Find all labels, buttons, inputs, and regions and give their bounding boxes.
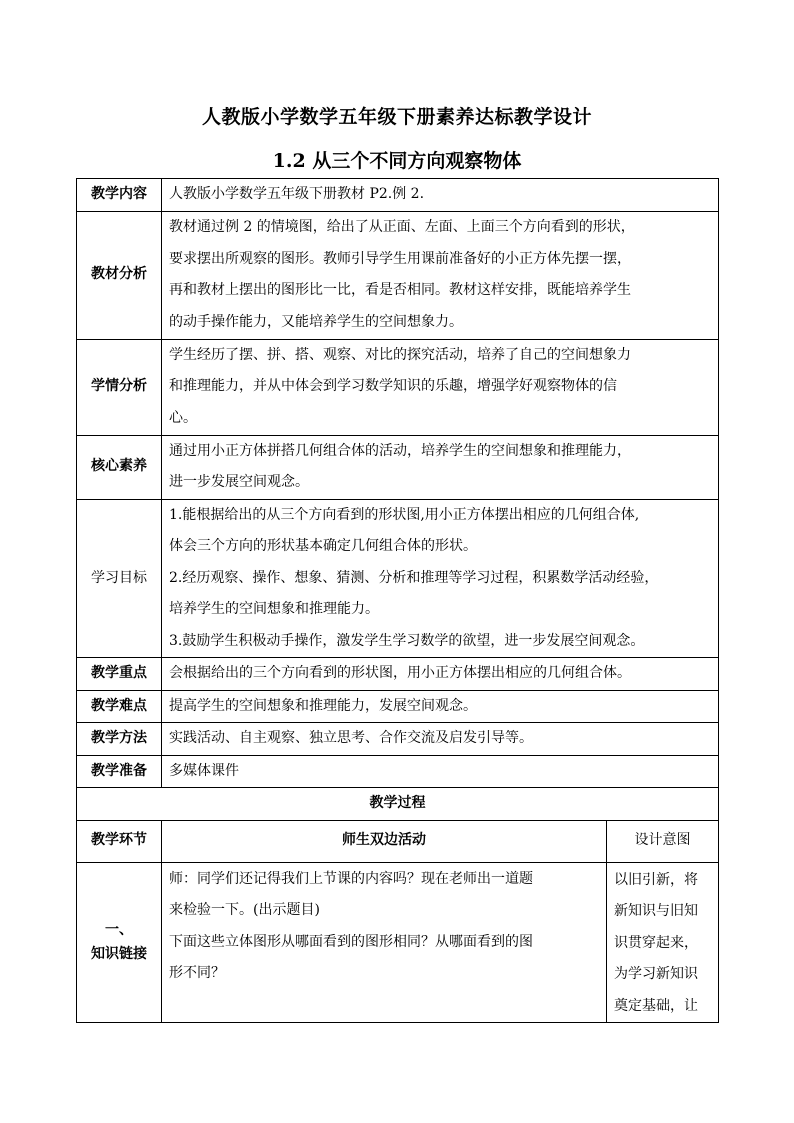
label-key-point: 教学重点 <box>77 658 162 691</box>
value-teaching-content: 人教版小学数学五年级下册教材 P2.例 2. <box>162 179 719 212</box>
row-process-heading <box>77 788 719 821</box>
label-teaching-method: 教学方法 <box>77 723 162 756</box>
stage-1-number: 一、 <box>105 922 133 939</box>
column-header-activity: 师生双边活动 <box>162 820 607 862</box>
stage-1-label <box>77 862 162 1023</box>
row-learning-goals <box>77 499 719 658</box>
row-key-point <box>77 658 719 691</box>
row-difficulty <box>77 690 719 723</box>
lesson-plan-table <box>76 178 719 1023</box>
document-title: 人教版小学数学五年级下册素养达标教学设计 <box>201 106 592 128</box>
label-learning-goals: 学习目标 <box>77 499 162 658</box>
row-student-analysis <box>77 339 719 435</box>
label-core-literacy: 核心素养 <box>77 435 162 499</box>
lesson-title: 1.2 从三个不同方向观察物体 <box>272 150 522 172</box>
stage-1-name: 知识链接 <box>91 946 147 963</box>
label-teaching-prep: 教学准备 <box>77 755 162 788</box>
label-difficulty: 教学难点 <box>77 690 162 723</box>
value-key-point: 会根据给出的三个方向看到的形状图，用小正方体摆出相应的几何组合体。 <box>162 658 719 691</box>
row-teaching-method <box>77 723 719 756</box>
value-core-literacy: 通过用小正方体拼搭几何组合体的活动，培养学生的空间想象和推理能力， 进一步发展空间观念。 <box>162 435 719 499</box>
row-stage-1 <box>77 862 719 1023</box>
value-material-analysis: 教材通过例 2 的情境图，给出了从正面、左面、上面三个方向看到的形状， 要求摆出所观察的图形。教师引导学生用课前准备好的小正方体先摆一摆， 再和教材上摆出的图形比一比，看是否相同。教材这样安排，既能培养学生 的动手操作能力，又能培养学生的空间想象力。 <box>162 211 719 339</box>
stage-1-activity: 师：同学们还记得我们上节课的内容吗？现在老师出一道题 来检验一下。(出示题目) 下面这些立体图形从哪面看到的图形相同？从哪面看到的图 形不同？ <box>162 862 607 1023</box>
row-teaching-content <box>77 179 719 212</box>
value-learning-goals: 1.能根据给出的从三个方向看到的形状图,用小正方体摆出相应的几何组合体, 体会三个方向的形状基本确定几何组合体的形状。 2.经历观察、操作、想象、猜测、分析和推理等学习过程，积累数学活动经验， 培养学生的空间想象和推理能力。 3.鼓励学生积极动手操作，激发学生学习数学的欲望，进一步发展空间观念。 <box>162 499 719 658</box>
value-teaching-method: 实践活动、自主观察、独立思考、合作交流及启发引导等。 <box>162 723 719 756</box>
row-core-literacy <box>77 435 719 499</box>
label-teaching-content: 教学内容 <box>77 179 162 212</box>
value-teaching-prep: 多媒体课件 <box>162 755 719 788</box>
label-material-analysis: 教材分析 <box>77 211 162 339</box>
value-student-analysis: 学生经历了摆、拼、搭、观察、对比的探究活动，培养了自己的空间想象力 和推理能力，并从中体会到学习数学知识的乐趣，增强学好观察物体的信 心。 <box>162 339 719 435</box>
row-material-analysis <box>77 211 719 339</box>
value-difficulty: 提高学生的空间想象和推理能力，发展空间观念。 <box>162 690 719 723</box>
column-header-purpose: 设计意图 <box>607 820 719 862</box>
stage-1-purpose: 以旧引新，将 新知识与旧知 识贯穿起来， 为学习新知识 奠定基础，让 <box>607 862 719 1023</box>
process-heading: 教学过程 <box>77 788 719 821</box>
label-student-analysis: 学情分析 <box>77 339 162 435</box>
row-teaching-prep <box>77 755 719 788</box>
row-process-columns <box>77 820 719 862</box>
column-header-stage: 教学环节 <box>77 820 162 862</box>
